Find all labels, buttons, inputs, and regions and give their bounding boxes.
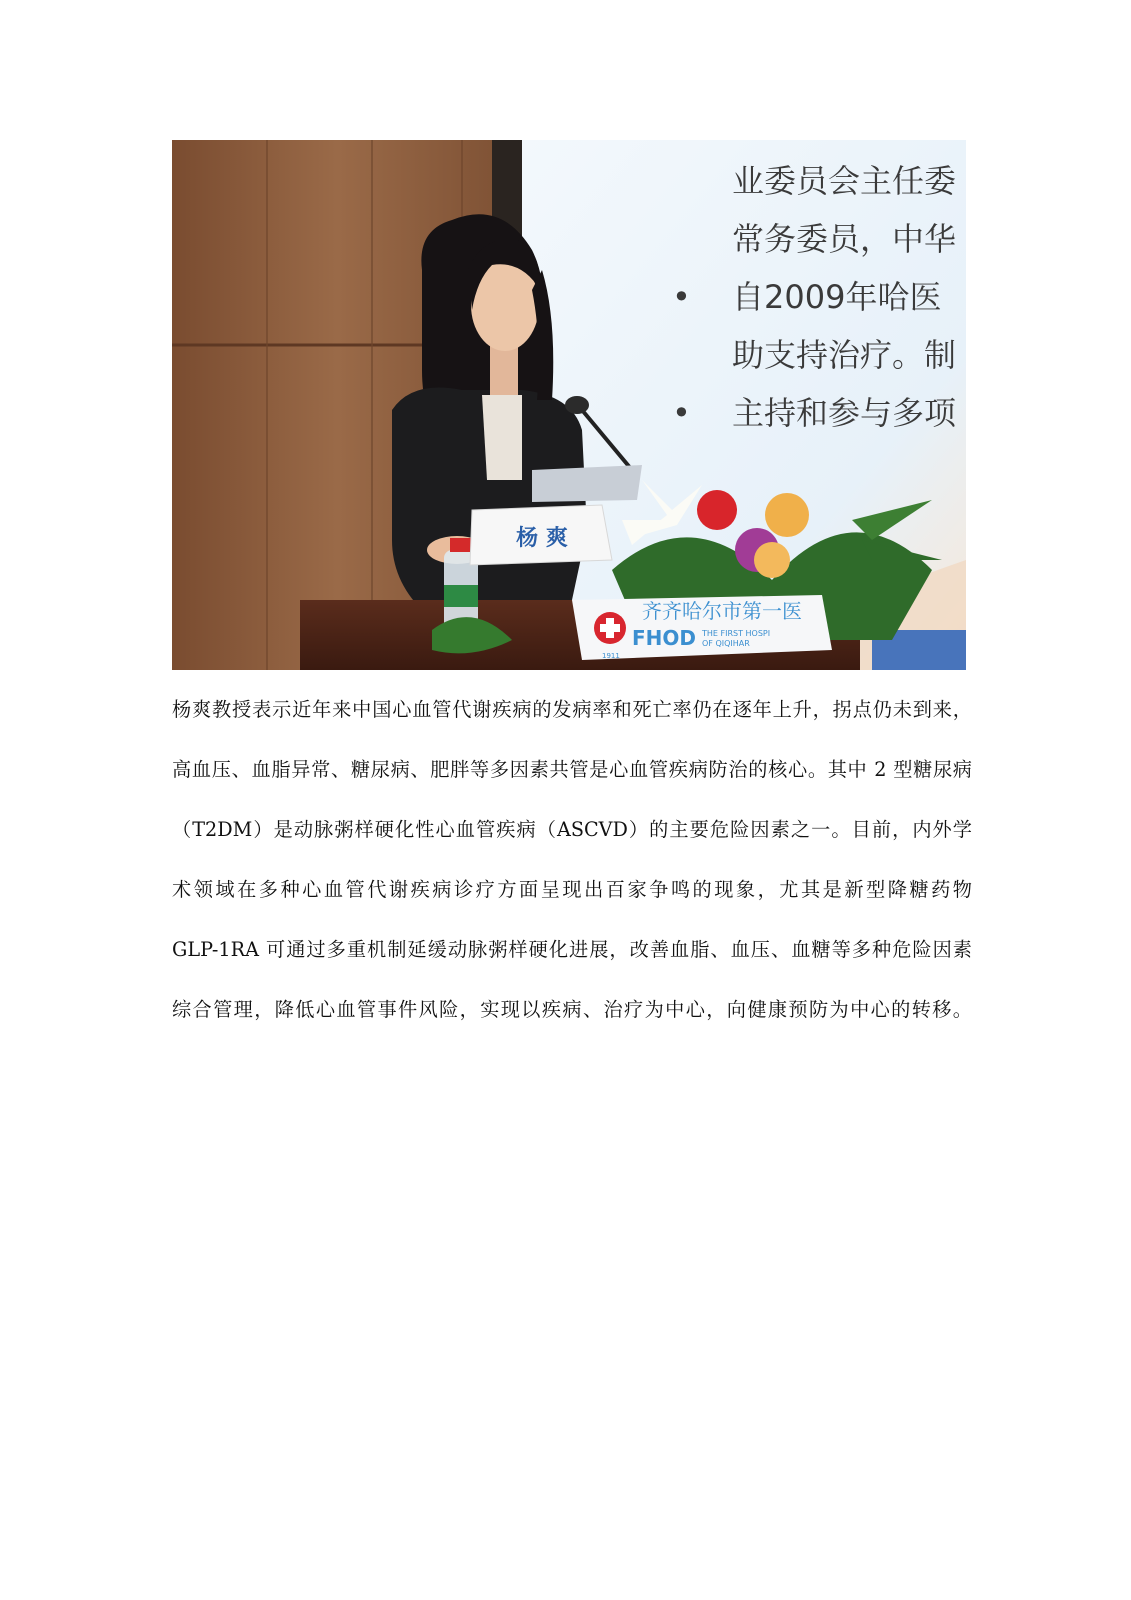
name-card: [470, 505, 612, 565]
logo-english-line-2: OF QIQIHAR: [702, 639, 750, 648]
slide-line-5: 主持和参与多项: [732, 394, 957, 432]
name-card-text: 杨 爽: [516, 525, 568, 551]
speaker-photo-illustration: [172, 140, 966, 670]
paragraph-line-2: 高血压、血脂异常、糖尿病、肥胖等多因素共管是心血管疾病防治的核心。其中 2 型糖尿病: [172, 758, 972, 781]
paragraph-line-3: （T2DM）是动脉粥样硬化性心血管疾病（ASCVD）的主要危险因素之一。目前，内外学: [172, 818, 972, 841]
paragraph-line-4: 术领域在多种心血管代谢疾病诊疗方面呈现出百家争鸣的现象，尤其是新型降糖药物: [172, 878, 972, 901]
paragraph-line-6: 综合管理，降低心血管事件风险，实现以疾病、治疗为中心，向健康预防为中心的转移。: [172, 998, 972, 1021]
speaker-photo: [172, 140, 966, 670]
slide-bullet-1: •: [672, 278, 691, 316]
paragraph-line-5: GLP-1RA 可通过多重机制延缓动脉粥样硬化进展，改善血脂、血压、血糖等多种危险因素: [172, 938, 972, 961]
article-paragraph: [172, 680, 972, 1040]
slide-line-2: 常务委员，中华: [732, 220, 957, 258]
logo-chinese-name: 齐齐哈尔市第一医: [642, 599, 802, 623]
slide-line-1: 业委员会主任委: [732, 162, 957, 200]
logo-abbreviation: FHOD: [632, 626, 697, 650]
slide-bullet-2: •: [672, 394, 691, 432]
slide-line-3: 自2009年哈医: [732, 278, 942, 316]
slide-line-4: 助支持治疗。制: [732, 336, 957, 374]
hospital-logo-banner: [572, 595, 832, 660]
paragraph-line-1: 杨爽教授表示近年来中国心血管代谢疾病的发病率和死亡率仍在逐年上升，拐点仍未到来，: [172, 698, 972, 721]
laptop: [532, 465, 642, 502]
logo-year: 1911: [602, 652, 620, 660]
logo-english-line-1: THE FIRST HOSPI: [702, 629, 771, 638]
